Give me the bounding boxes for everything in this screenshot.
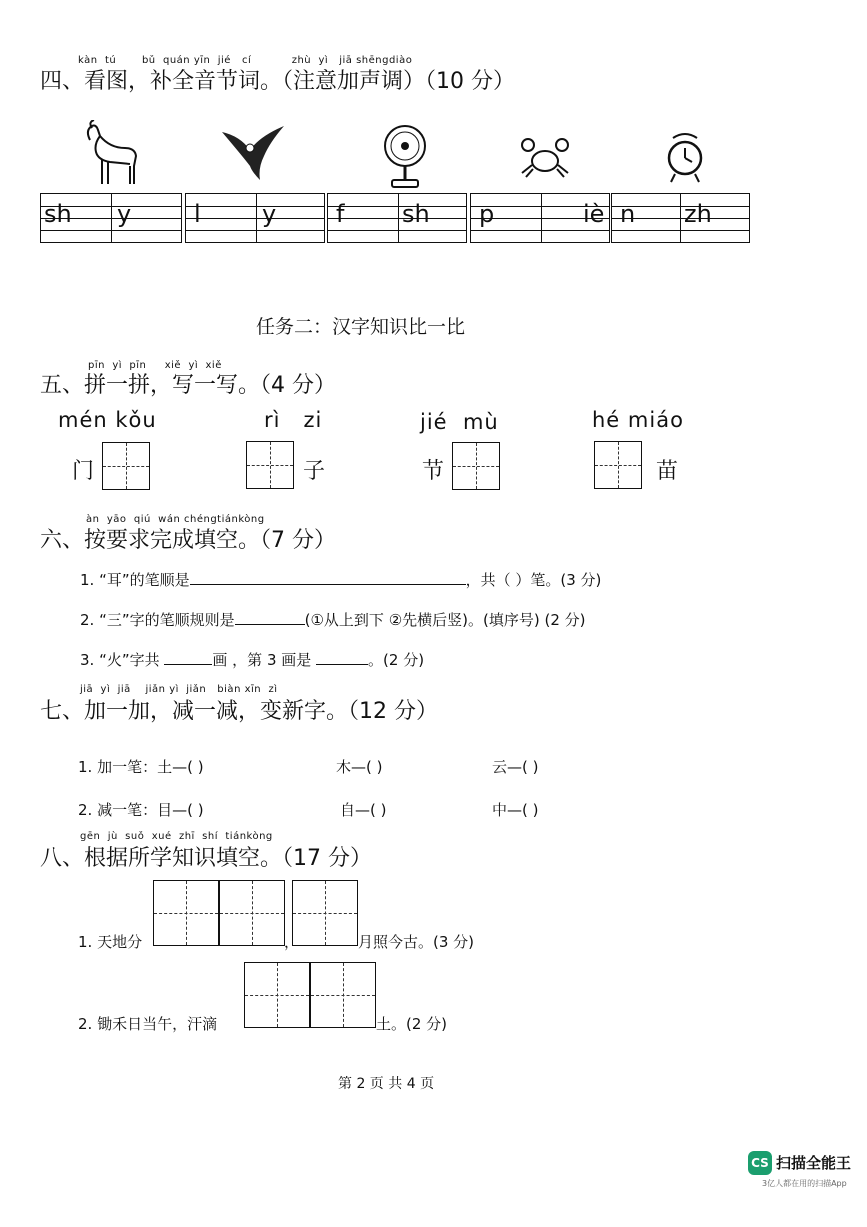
pinyin-grid-1[interactable] [40, 193, 182, 243]
sec5-item4-box[interactable] [594, 441, 642, 489]
alarm-clock-icon [665, 126, 705, 190]
poem2-box-2[interactable] [310, 962, 376, 1028]
poem1-box-3[interactable] [292, 880, 358, 946]
pinyin-grid-2[interactable] [185, 193, 325, 243]
sec6-q1-tail: ，共（ ）笔。(3 分) [465, 571, 602, 589]
sec8-title: 八、根据所学知识填空。（17 分） [40, 846, 372, 871]
watermark-sub: 3亿人都在用的扫描App [762, 1179, 847, 1188]
sec6-q2-text: 2. “三”字的笔顺规则是 [80, 611, 235, 629]
grid-3-left: f [336, 200, 345, 228]
sec6-q3-text: 3. “火”字共 [80, 651, 160, 669]
sec6-q3 [80, 648, 424, 670]
sec6-q2 [80, 608, 585, 630]
sec6-pinyin: àn yāo qiú wán chéngtiánkòng [86, 514, 265, 525]
sec5-item3-pinyin: jié mù [420, 410, 499, 434]
grid-1-left: sh [44, 200, 72, 228]
sec5-item2-box[interactable] [246, 441, 294, 489]
crab-icon [520, 135, 570, 179]
grid-4-right: iè [583, 200, 605, 228]
sec8-q1-comma: ， [284, 933, 300, 951]
sec5-item4-char: 苗 [656, 459, 679, 484]
stroke-order-blank[interactable] [190, 568, 466, 585]
sec5-item4-pinyin: hé miáo [592, 408, 684, 432]
grid-2-right: y [262, 200, 277, 228]
poem1-box-1[interactable] [153, 880, 219, 946]
grid-1-right: y [117, 200, 132, 228]
sec8-pinyin: gēn jù suǒ xué zhī shí tiánkòng [80, 831, 273, 842]
sec7-row1-a[interactable]: 1. 加一笔：土—( ) [78, 758, 204, 776]
pinyin-grid-3[interactable] [327, 193, 467, 243]
sec8-q1-text: 1. 天地分 [78, 933, 143, 951]
sec5-item3-char: 节 [422, 459, 445, 484]
sec7-row2-c[interactable]: 中—( ) [492, 801, 539, 819]
eagle-icon [220, 122, 286, 182]
sec4-pinyin: kàn tú bǔ quán yīn jié cí zhù yì jiā shēngdiào [78, 55, 413, 66]
task2-heading: 任务二：汉字知识比一比 [256, 316, 466, 338]
sec7-row1-c[interactable]: 云—( ) [492, 758, 539, 776]
pinyin-grid-4[interactable] [470, 193, 610, 243]
sec5-item1-pinyin: mén kǒu [58, 408, 157, 432]
sec7-title: 七、加一加，减一减，变新字。（12 分） [40, 699, 438, 724]
watermark-name: 扫描全能王 [776, 1154, 852, 1172]
sec7-row1-b[interactable]: 木—( ) [336, 758, 383, 776]
sec6-q3-tail: 。(2 分) [368, 651, 425, 669]
sec6-q3-mid: 画 ，第 3 画是 [212, 651, 312, 669]
sec6-q1-text: 1. “耳”的笔顺是 [80, 571, 190, 589]
page-number: 第 2 页 共 4 页 [338, 1076, 435, 1092]
sec5-item2-char: 子 [303, 459, 326, 484]
grid-2-left: l [194, 200, 201, 228]
sec6-title: 六、按要求完成填空。（7 分） [40, 528, 336, 553]
camscanner-logo: CS [748, 1151, 772, 1175]
pinyin-grid-5[interactable] [611, 193, 750, 243]
grid-4-left: p [479, 200, 495, 228]
goat-icon [80, 120, 140, 190]
sec6-q2-tail: (①从上到下 ②先横后竖)。(填序号) (2 分) [304, 611, 586, 629]
sec4-title: 四、看图，补全音节词。（注意加声调）（10 分） [40, 69, 515, 94]
poem2-box-1[interactable] [244, 962, 310, 1028]
sec7-row2-b[interactable]: 自—( ) [340, 801, 387, 819]
sec5-item2-pinyin: rì zi [264, 408, 323, 432]
stroke-count-blank[interactable] [164, 648, 212, 665]
sec5-item1-box[interactable] [102, 442, 150, 490]
sec5-item1-char: 门 [72, 459, 95, 484]
sec8-q2-tail: 土。(2 分) [376, 1015, 448, 1033]
sec6-q1 [80, 568, 601, 590]
grid-5-right: zh [684, 200, 712, 228]
sec5-title: 五、拼一拼，写一写。（4 分） [40, 373, 336, 398]
grid-5-left: n [620, 200, 636, 228]
sec5-item3-box[interactable] [452, 442, 500, 490]
sec7-row2-a[interactable]: 2. 减一笔：目—( ) [78, 801, 204, 819]
poem1-box-2[interactable] [219, 880, 285, 946]
rule-blank[interactable] [235, 608, 305, 625]
sec7-pinyin: jiā yì jiā jiǎn yì jiǎn biàn xīn zì [80, 684, 278, 695]
grid-3-right: sh [402, 200, 430, 228]
sec8-q2-text: 2. 锄禾日当午，汗滴 [78, 1015, 218, 1033]
third-stroke-blank[interactable] [316, 648, 368, 665]
fan-icon [382, 122, 428, 190]
sec8-q1-tail: 月照今古。(3 分) [358, 933, 475, 951]
sec5-pinyin: pīn yì pīn xiě yì xiě [88, 360, 222, 371]
